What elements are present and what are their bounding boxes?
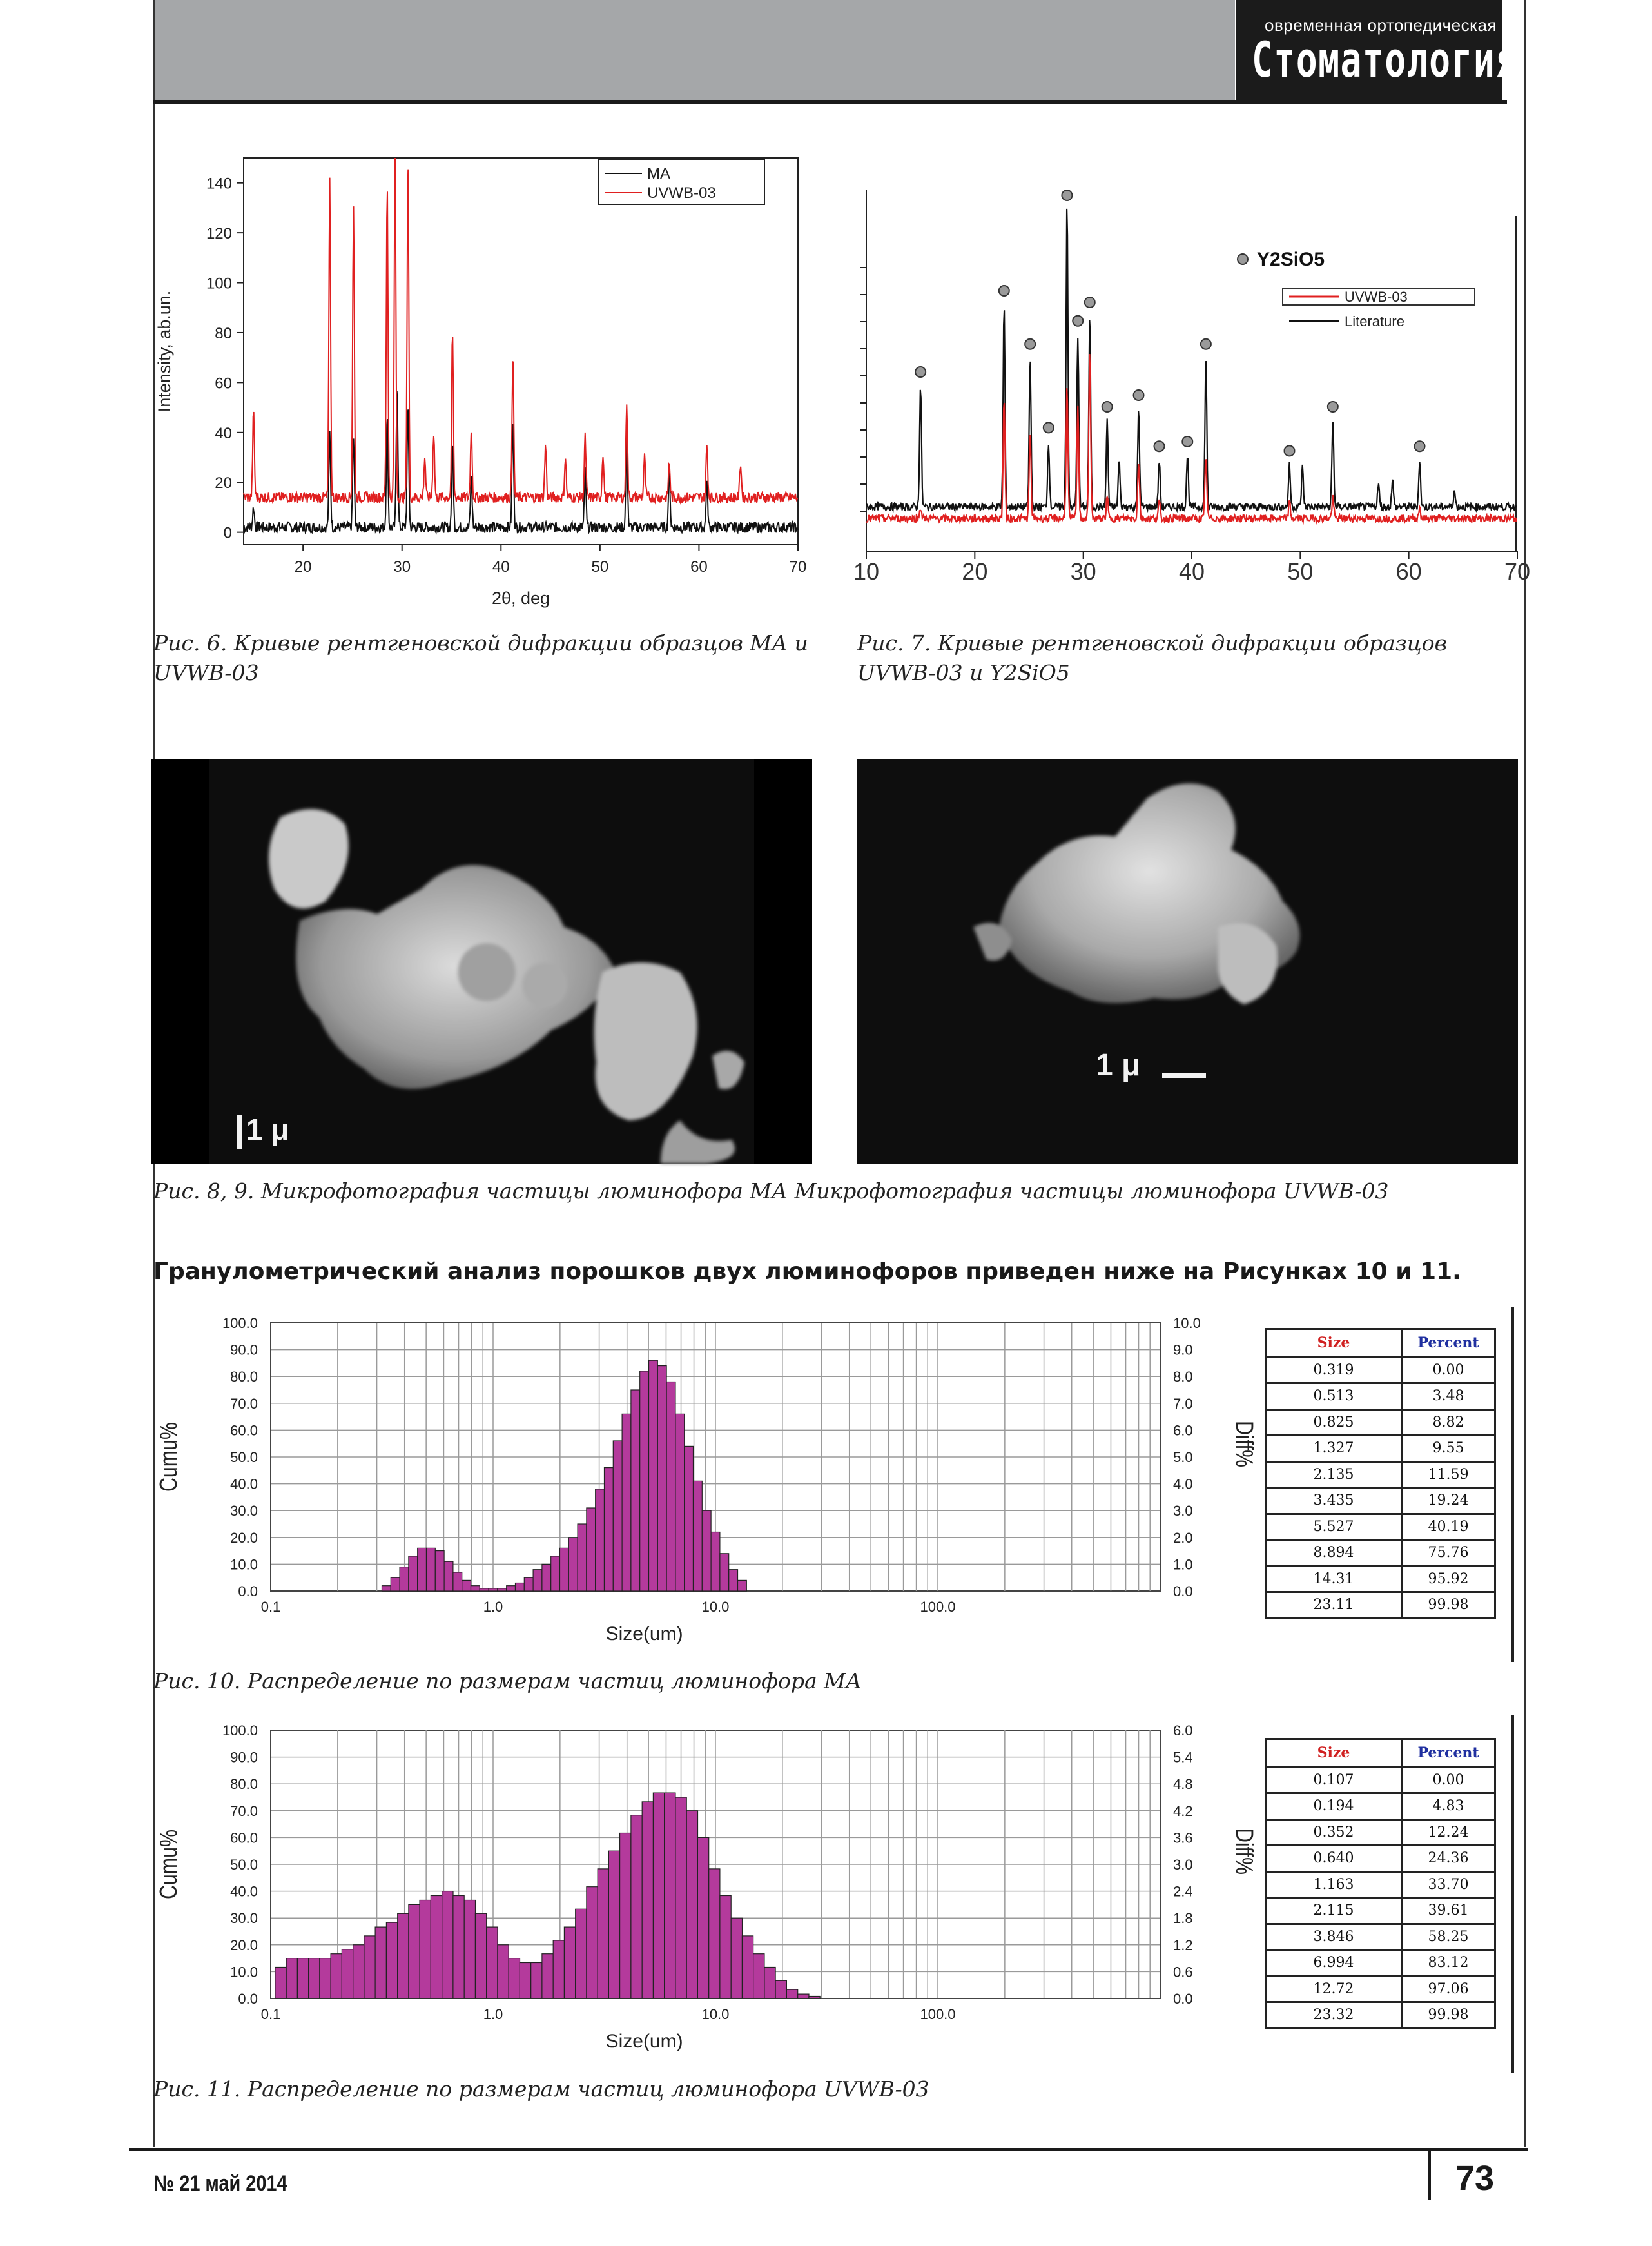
fig11-ytick-left: 10.0 [230,1964,258,1980]
fig11-bar [353,1945,364,1998]
fig11-xtick: 1.0 [483,2006,503,2022]
fig10-bar [453,1572,462,1591]
fig11-bar [531,1963,542,1999]
fig11-xtick: 10.0 [701,2006,730,2022]
fig10-caption: Рис. 10. Распределение по размерам частиц люминофора МА [153,1668,862,1694]
size-cell: 0.640 [1266,1846,1402,1872]
fig11-bar [364,1936,375,1998]
percent-cell: 9.55 [1402,1436,1495,1462]
fig10-ylabel-left: Cumu% [155,1421,182,1492]
percent-cell: 4.83 [1402,1793,1495,1820]
xrd-chart-fig6 [153,145,807,622]
table-row [1266,1357,1495,1383]
fig6-xtick-label: 20 [294,558,312,576]
fig10-ytick-right: 0.0 [1173,1583,1193,1599]
table-row [1266,1514,1495,1540]
fig7-phase-marker [1085,297,1095,308]
fig7-xtick-label: 70 [1504,558,1531,585]
fig11-bar [342,1949,353,1998]
fig10-bar [382,1586,391,1591]
fig7-phase-marker [1044,422,1054,433]
fig10-bar [685,1446,694,1591]
fig10-bar [657,1366,666,1591]
percent-cell: 3.48 [1402,1383,1495,1410]
fig6-xtick-label: 40 [492,558,510,576]
fig6-xtick-label: 50 [591,558,609,576]
size-cell: 14.31 [1266,1566,1402,1592]
fig7-phase-marker [1134,390,1144,400]
fig10-bar [462,1580,471,1591]
fig11-side-rule [1511,1715,1514,2073]
size-cell: 23.32 [1266,2002,1402,2029]
table-row [1266,1846,1495,1872]
percent-cell: 75.76 [1402,1540,1495,1567]
issue-info: № 21 май 2014 [153,2171,287,2196]
fig10-ytick-right: 5.0 [1173,1449,1193,1465]
fig7-phase-marker [999,286,1009,296]
fig11-ytick-right: 4.8 [1173,1776,1193,1793]
fig7-annotation: Y2SiO5 [1257,249,1325,270]
micrograph-ma-image [151,759,812,1164]
fig11-bar [498,1945,509,1998]
percent-cell: 0.00 [1402,1767,1495,1793]
fig10-ytick-left: 70.0 [230,1395,258,1412]
size-cell: 12.72 [1266,1976,1402,2002]
percent-cell: 11.59 [1402,1461,1495,1488]
fig11-ytick-left: 20.0 [230,1937,258,1953]
fig10-bar [427,1548,436,1591]
percent-cell: 58.25 [1402,1924,1495,1950]
fig10-ytick-left: 50.0 [230,1449,258,1465]
fig10-ytick-left: 20.0 [230,1529,258,1546]
table-row [1266,1488,1495,1514]
fig11-bar [453,1896,464,1999]
table-header-row [1266,1329,1495,1358]
fig6-series-ma [244,391,798,533]
fig10-ytick-left: 30.0 [230,1503,258,1519]
fig10-bar [640,1371,649,1591]
fig6-ylabel: Intensity, ab.un. [155,290,174,413]
fig10-side-rule [1511,1307,1514,1662]
fig11-ytick-left: 80.0 [230,1776,258,1793]
fig10-xtick: 0.1 [260,1599,281,1615]
fig11-bar [409,1904,420,1998]
fig11-bar [286,1958,297,1998]
fig10-bar [702,1510,711,1591]
fig11-bar [798,1994,809,1998]
fig11-bar [553,1940,564,1998]
table-row [1266,1461,1495,1488]
fig7-xtick-label: 50 [1287,558,1314,585]
fig11-bar [598,1869,608,1998]
page-number: 73 [1455,2159,1495,2198]
fig10-bar [560,1548,569,1591]
size-cell: 0.513 [1266,1383,1402,1410]
footer-divider [1428,2148,1431,2200]
fig11-ytick-left: 60.0 [230,1830,258,1846]
size-cell: 5.527 [1266,1514,1402,1540]
fig6-series-uvwb-03 [244,158,798,503]
fig11-bar [464,1900,475,1999]
size-cell: 3.846 [1266,1924,1402,1950]
scale-bar-label-left: 1 μ [246,1113,289,1146]
fig10-ytick-left: 90.0 [230,1342,258,1358]
table-row [1266,1767,1495,1793]
percent-cell: 40.19 [1402,1514,1495,1540]
fig11-bar [786,1989,797,1998]
micrograph-uvwb03-image [857,759,1518,1164]
fig10-ytick-left: 60.0 [230,1422,258,1439]
table-row [1266,2002,1495,2029]
scale-bar-label-right: 1 μ [1096,1048,1141,1082]
fig7-phase-marker [1102,402,1113,412]
fig6-ytick-label: 0 [223,524,232,542]
fig11-bar [742,1936,753,1998]
fig6-caption: Рис. 6. Кривые рентгеновской дифракции образцов МА и UVWB-03 [153,630,808,685]
table-row [1266,1409,1495,1436]
fig11-bar [386,1922,397,1998]
fig11-bar [442,1891,453,1998]
fig11-bar [686,1811,697,1998]
header-rule [153,100,1507,104]
table-row [1266,1793,1495,1820]
percent-cell: 19.24 [1402,1488,1495,1514]
size-cell: 0.319 [1266,1357,1402,1383]
fig10-ytick-right: 6.0 [1173,1422,1193,1439]
size-percent-table-fig11 [1265,1738,1496,2029]
size-cell: 8.894 [1266,1540,1402,1567]
fig10-bar [498,1588,507,1591]
size-cell: 0.352 [1266,1819,1402,1846]
fig10-ytick-right: 4.0 [1173,1476,1193,1492]
fig10-bar [587,1508,596,1591]
fig10-bar [533,1570,542,1591]
fig11-bar [697,1837,708,1998]
fig10-xlabel: Size(um) [605,1623,683,1645]
section-heading: Гранулометрический анализ порошков двух люминофоров приведен ниже на Рисунках 10 и 11. [153,1258,1461,1285]
fig11-bar [587,1887,598,1998]
fig11-ytick-left: 0.0 [238,1991,258,2007]
fig10-ytick-right: 3.0 [1173,1503,1193,1519]
percent-cell: 39.61 [1402,1898,1495,1924]
fig7-phase-marker [915,367,926,377]
fig7-phase-marker [1285,445,1295,456]
header-band [153,0,1235,100]
size-percent-table-fig10 [1265,1328,1496,1619]
fig11-ytick-right: 3.6 [1173,1830,1193,1846]
fig11-ytick-left: 70.0 [230,1802,258,1819]
size-cell: 2.115 [1266,1898,1402,1924]
fig10-ytick-left: 80.0 [230,1369,258,1385]
fig6-ytick-label: 20 [215,474,232,493]
fig11-bar [620,1833,631,1999]
fig7-phase-marker [1328,402,1338,412]
xrd-chart-fig7 [838,177,1531,590]
percent-cell: 8.82 [1402,1409,1495,1436]
fig10-bar [711,1532,720,1592]
fig10-ytick-right: 8.0 [1173,1369,1193,1385]
size-cell: 3.435 [1266,1488,1402,1514]
fig7-phase-marker [1415,441,1425,451]
fig10-ytick-right: 9.0 [1173,1342,1193,1358]
fig7-phase-marker [1154,441,1165,451]
size-cell: 0.825 [1266,1409,1402,1436]
fig10-bar [489,1588,498,1591]
fig10-bar [666,1382,675,1592]
fig10-bar [409,1556,418,1591]
fig10-ytick-right: 10.0 [1173,1315,1201,1331]
fig10-bar [435,1551,444,1591]
size-column-header: Size [1266,1329,1402,1358]
fig10-ylabel-right: Diff% [1230,1420,1258,1468]
fig10-xtick: 100.0 [920,1599,956,1615]
fig11-bar [320,1958,331,1998]
fig11-bar [720,1896,731,1999]
percent-cell: 12.24 [1402,1819,1495,1846]
fig10-bar [738,1580,747,1591]
fig7-xtick-label: 10 [853,558,880,585]
fig10-ytick-left: 100.0 [222,1315,258,1331]
table-row [1266,1976,1495,2002]
fig6-ytick-label: 60 [215,375,232,393]
size-cell: 1.327 [1266,1436,1402,1462]
fig11-ytick-left: 40.0 [230,1883,258,1900]
fig10-bar [507,1586,516,1591]
fig11-bar [576,1909,587,1998]
table-row [1266,1871,1495,1898]
fig6-ytick-label: 140 [206,175,232,193]
fig11-xtick: 100.0 [920,2006,956,2022]
fig7-series-literature [866,209,1517,511]
table-header-row [1266,1739,1495,1768]
fig10-bar [568,1538,578,1591]
percent-column-header: Percent [1402,1739,1495,1768]
fig7-xtick-label: 60 [1395,558,1422,585]
size-cell: 0.107 [1266,1767,1402,1793]
fig10-bar [480,1588,489,1591]
fig7-annotation-marker [1238,254,1248,264]
fig10-bar [675,1414,685,1591]
percent-cell: 24.36 [1402,1846,1495,1872]
table-row [1266,1383,1495,1410]
fig11-bar [675,1797,686,1998]
fig11-ytick-right: 0.6 [1173,1964,1193,1980]
fig11-bar [653,1793,664,1998]
fig11-ytick-right: 4.2 [1173,1802,1193,1819]
fig11-bar [398,1913,409,1998]
fig11-bar [731,1918,742,1998]
footer-rule [129,2148,1528,2151]
fig11-xtick: 0.1 [260,2006,281,2022]
logo-title: Стоматология [1252,31,1518,88]
fig6-ytick-label: 120 [206,225,232,243]
table-row [1266,1592,1495,1619]
psd-chart-fig11 [153,1723,1258,2071]
fig10-bar [516,1583,525,1592]
size-cell: 1.163 [1266,1871,1402,1898]
fig11-bar [375,1927,386,1998]
fig10-bar [729,1570,738,1591]
table-row [1266,1819,1495,1846]
size-cell: 2.135 [1266,1461,1402,1488]
fig10-ytick-left: 0.0 [238,1583,258,1599]
fig11-bar [542,1954,553,1998]
table-row [1266,1950,1495,1977]
fig10-bar [622,1414,631,1591]
fig11-bar [475,1913,486,1998]
fig6-ytick-label: 100 [206,275,232,293]
fig10-bar [631,1390,640,1591]
table-row [1266,1436,1495,1462]
table-row [1266,1898,1495,1924]
fig6-ytick-label: 80 [215,324,232,342]
fig11-ytick-right: 1.2 [1173,1937,1193,1953]
fig10-xtick: 10.0 [701,1599,730,1615]
table-row [1266,1540,1495,1567]
logo-subtitle: овременная ортопедическая [1265,15,1497,35]
fig7-xtick-label: 30 [1070,558,1096,585]
fig11-ytick-right: 3.0 [1173,1857,1193,1873]
fig6-plot-frame [244,158,798,545]
fig10-bar [578,1524,587,1591]
size-cell: 23.11 [1266,1592,1402,1619]
fig10-ytick-right: 1.0 [1173,1556,1193,1573]
fig11-ytick-left: 100.0 [222,1723,258,1739]
percent-column-header: Percent [1402,1329,1495,1358]
fig10-bar [596,1489,605,1591]
fig11-bar [631,1815,642,1998]
fig11-bar [775,1980,786,1998]
fig10-ytick-right: 2.0 [1173,1529,1193,1546]
fig11-bar [665,1793,675,1998]
fig11-ytick-left: 50.0 [230,1857,258,1873]
fig10-bar [605,1468,614,1591]
size-cell: 6.994 [1266,1950,1402,1977]
size-cell: 0.194 [1266,1793,1402,1820]
fig11-ylabel-left: Cumu% [155,1829,182,1900]
fig11-bar [420,1900,431,1999]
percent-cell: 95.92 [1402,1566,1495,1592]
fig11-ytick-right: 0.0 [1173,1991,1193,2007]
percent-cell: 0.00 [1402,1357,1495,1383]
fig7-phase-marker [1201,339,1211,349]
fig10-bar [391,1577,400,1591]
fig11-bar [331,1954,342,1998]
fig10-ytick-right: 7.0 [1173,1395,1193,1412]
fig6-legend-label: MA [647,165,670,182]
fig11-bar [564,1927,575,1998]
fig11-bar [309,1958,320,1998]
fig11-ytick-right: 5.4 [1173,1749,1193,1766]
fig10-bar [649,1360,658,1591]
fig11-ytick-right: 1.8 [1173,1910,1193,1927]
fig6-ytick-label: 40 [215,424,232,442]
fig10-bar [418,1548,427,1591]
fig6-legend-label: UVWB-03 [647,184,716,202]
fig11-ytick-left: 30.0 [230,1910,258,1927]
micrograph-uvwb03 [857,759,1518,1164]
fig7-xtick-label: 20 [962,558,988,585]
fig11-bar [753,1954,764,1998]
fig7-legend-label: Literature [1345,313,1404,329]
fig11-bar [642,1802,653,1998]
fig11-ytick-right: 6.0 [1173,1723,1193,1739]
percent-cell: 99.98 [1402,1592,1495,1619]
fig11-bar [608,1851,619,1998]
table-row [1266,1924,1495,1950]
table11-grid [1265,1738,1496,2029]
fig11-caption: Рис. 11. Распределение по размерам частиц люминофора UVWB-03 [153,2076,929,2102]
fig6-xlabel: 2θ, deg [491,589,550,608]
fig10-bar [613,1441,622,1591]
size-column-header: Size [1266,1739,1402,1768]
fig10-bar [542,1564,551,1591]
photos-caption: Рис. 8, 9. Микрофотография частицы люминофора МА Микрофотография частицы люминофора UVWB-03 [153,1178,1389,1204]
fig7-phase-marker [1182,436,1192,447]
fig11-ytick-left: 90.0 [230,1749,258,1766]
fig10-bar [400,1567,409,1591]
fig6-xtick-label: 70 [789,558,807,576]
fig10-bar [694,1481,703,1591]
fig11-bar [431,1896,442,1999]
fig11-bar [509,1958,520,1998]
fig11-bar [275,1968,286,1999]
fig11-ylabel-right: Diff% [1230,1828,1258,1875]
fig10-bar [720,1554,729,1591]
percent-cell: 99.98 [1402,2002,1495,2029]
micrograph-ma [151,759,812,1164]
fig10-bar [551,1556,560,1591]
fig10-xtick: 1.0 [483,1599,503,1615]
fig10-bar [444,1561,453,1591]
fig7-phase-marker [1062,190,1072,200]
fig11-xlabel: Size(um) [605,2031,683,2052]
page-frame-right [1524,0,1526,2147]
fig7-phase-marker [1073,316,1083,326]
fig10-ytick-left: 40.0 [230,1476,258,1492]
fig10-bar [471,1586,480,1591]
fig11-bar [709,1869,720,1998]
psd-chart-fig10 [153,1315,1258,1663]
fig7-caption: Рис. 7. Кривые рентгеновской дифракции образцов UVWB-03 и Y2SiO5 [857,630,1447,685]
fig11-bar [297,1958,308,1998]
fig6-xtick-label: 60 [690,558,708,576]
percent-cell: 83.12 [1402,1950,1495,1977]
fig7-phase-marker [1025,339,1035,349]
percent-cell: 33.70 [1402,1871,1495,1898]
fig7-xtick-label: 40 [1178,558,1205,585]
table10-grid [1265,1328,1496,1619]
fig11-ytick-right: 2.4 [1173,1883,1193,1900]
fig6-xtick-label: 30 [393,558,411,576]
percent-cell: 97.06 [1402,1976,1495,2002]
table-row [1266,1566,1495,1592]
fig10-ytick-left: 10.0 [230,1556,258,1573]
fig7-legend-label: UVWB-03 [1345,289,1408,305]
fig11-bar [487,1927,498,1998]
fig11-bar [520,1963,530,1999]
fig10-bar [524,1577,533,1591]
fig11-bar [809,1997,820,1999]
fig11-bar [764,1968,775,1999]
